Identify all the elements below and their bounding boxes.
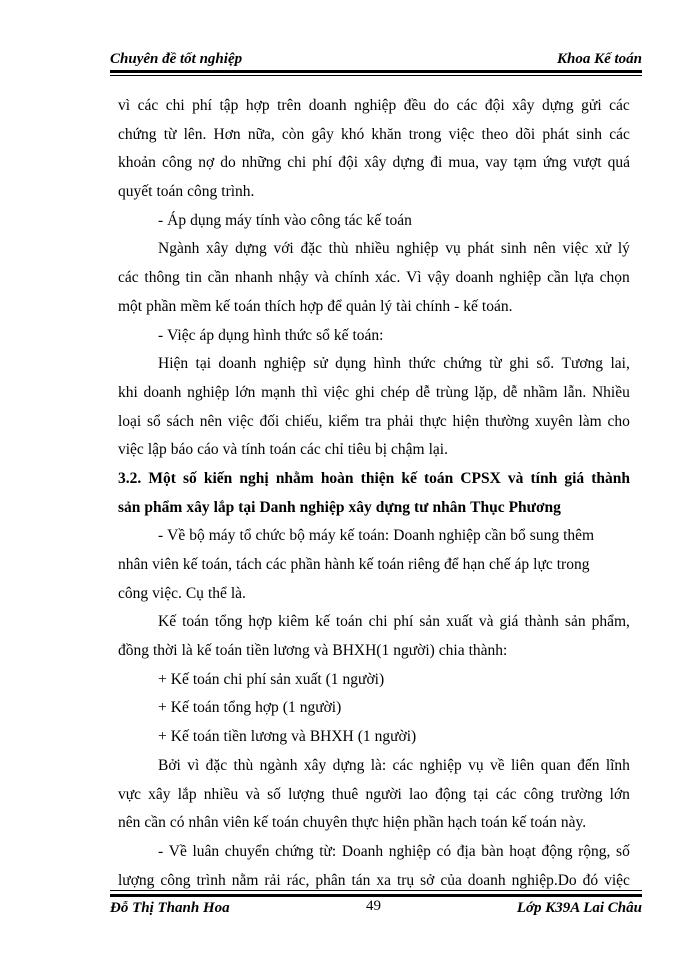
footer-class: Lớp K39A Lai Châu	[516, 900, 642, 916]
text-line: 3.2. Một số kiến nghị nhằm hoàn thiện kế toán CPSX và tính giá thành	[118, 469, 630, 487]
text-line: nên cần có nhân viên kế toán chuyên thực hiện phần hạch toán kế toán này.	[118, 814, 587, 832]
page-header	[110, 38, 642, 70]
text-line: công việc. Cụ thể là.	[118, 584, 246, 602]
text-line: việc lập báo cáo và tính toán các chỉ tiêu bị chậm lại.	[118, 441, 448, 459]
footer-author: Đỗ Thị Thanh Hoa	[110, 900, 230, 916]
text-line: - Về luân chuyển chứng từ: Doanh nghiệp có địa bàn hoạt động rộng, số	[158, 842, 630, 860]
text-line: một phần mềm kế toán thích hợp để quản lý tài chính - kế toán.	[118, 297, 513, 315]
text-line: - Việc áp dụng hình thức sổ kế toán:	[158, 326, 384, 344]
text-line: quyết toán công trình.	[118, 183, 255, 201]
text-line: vực xây lắp nhiều và số lượng thuê người lao động tại các công trường lớn	[118, 785, 630, 803]
text-line: vì các chi phí tập hợp trên doanh nghiệp đều do các đội xây dựng gửi các	[118, 97, 630, 114]
body-text	[118, 92, 630, 895]
text-line: + Kế toán tổng hợp (1 người)	[158, 699, 342, 717]
text-line: loại sổ sách nên việc đối chiếu, kiểm tra phải thực hiện thường xuyên làm cho	[118, 412, 630, 430]
page-number: 49	[366, 898, 381, 914]
text-line: - Về bộ máy tổ chức bộ máy kế toán: Doanh nghiệp cần bổ sung thêm	[158, 527, 595, 545]
footer-rule-thin	[110, 890, 642, 891]
text-line: Hiện tại doanh nghiệp sử dụng hình thức chứng từ ghi sổ. Tương lai,	[158, 355, 630, 373]
text-line: khi doanh nghiệp lớn mạnh thì việc ghi chép dễ trùng lặp, dễ nhầm lẫn. Nhiều	[118, 383, 630, 401]
text-line: Ngành xây dựng với đặc thù nhiều nghiệp vụ phát sinh nên việc xử lý	[158, 240, 630, 258]
text-line: + Kế toán tiền lương và BHXH (1 người)	[158, 728, 417, 746]
text-line: chứng từ lên. Hơn nữa, còn gây khó khăn trong việc theo dõi phát sinh các	[118, 125, 630, 143]
header-rule	[110, 70, 642, 73]
text-line: các thông tin cần nhanh nhậy và chính xác. Vì vậy doanh nghiệp cần lựa chọn	[118, 269, 630, 287]
header-department: Khoa Kế toán	[556, 51, 642, 67]
text-line: + Kế toán chi phí sản xuất (1 người)	[158, 670, 385, 688]
text-line: lượng công trình nằm rải rác, phân tán xa trụ sở của doanh nghiệp.Do đó việc	[118, 871, 630, 889]
header-title: Chuyên đề tốt nghiệp	[110, 51, 243, 67]
text-line: khoản công nợ do những chi phí đội xây dựng đi mua, vay tạm ứng vượt quá	[118, 154, 630, 172]
header-rule-thin	[110, 75, 642, 76]
text-line: sản phẩm xây lắp tại Danh nghiệp xây dựng tư nhân Thục Phương	[118, 498, 561, 516]
footer-rule	[110, 894, 642, 897]
text-line: đồng thời là kế toán tiền lương và BHXH(1 người) chia thành:	[118, 642, 508, 660]
page-footer	[110, 900, 642, 917]
text-line: - Áp dụng máy tính vào công tác kế toán	[158, 211, 412, 229]
text-line: Kế toán tổng hợp kiêm kế toán chi phí sản xuất và giá thành sản phẩm,	[158, 613, 630, 631]
text-line: Bởi vì đặc thù ngành xây dựng là: các nghiệp vụ về liên quan đến lĩnh	[158, 756, 630, 774]
text-line: nhân viên kế toán, tách các phần hành kế toán riêng để hạn chế áp lực trong	[118, 556, 590, 573]
